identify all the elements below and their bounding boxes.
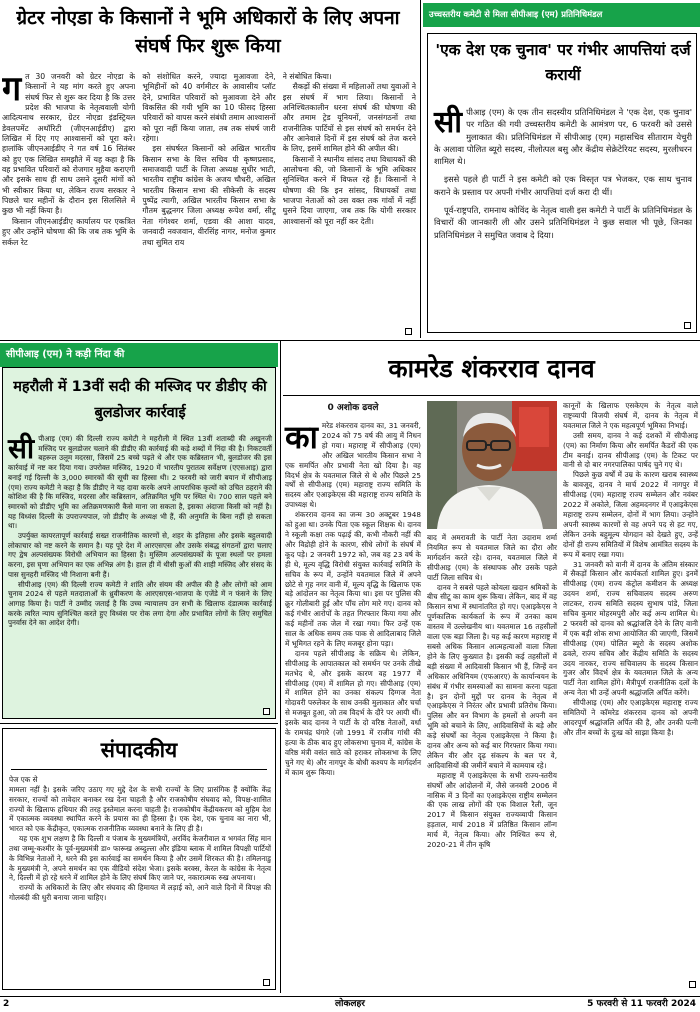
section-divider	[0, 340, 700, 341]
mosque-story-body	[8, 434, 272, 716]
right-story-kicker: उच्चस्तरीय कमेटी से मिला सीपीआइ (एम) प्रतिनिधिमंडल	[429, 9, 603, 19]
issue-date: 5 फरवरी से 11 फरवरी 2024	[587, 999, 696, 1009]
right-story-headline: 'एक देश एक चुनाव' पर गंभीर आपत्तियां दर्ज करायीं	[435, 41, 691, 84]
top-story-body	[2, 72, 416, 334]
tribute-paragraph: दानव पहले सीपीआइ के सक्रिय थे। लेकिन, सीपीआइ के आपातकाल को समर्थन पर उनके तीखे मतभेद थे, और इसके कारण वह 1977 में सीपीआइ (एम) में शामिल हो गए। सीपीआइ (एम) में शामिल होने का उनका संकल्प दिग्गज नेता गोदावरी परुलेकर के साथ उनकी मुलाकात और चर्चा से मजबूत हुआ, जो तब विदर्भ के दौरे पर आयी थीं। इसके बाद दानव ने पार्टी के दो वरिष्ठ नेताओं, वर्धा के रामचंद्र घंगारे (जो 1991 में राजीव गांधी की हत्या के ठीक बाद हुए लोकसभा चुनाव में, कांग्रेस के वरिष्ठ मंत्री वसंत साठे को हराकर लोकसभा के लिए चुने गए थे) और नागपुर के बोधी कश्यप के मार्गदर्शन में काम शुरू किया।	[285, 648, 421, 777]
tribute-paragraph: महाराष्ट्र में एआइकेएस के सभी राज्य-स्तरीय संघर्षों और आंदोलनों में, जैसे जनवरी 2006 में नासिक में 3 दिनों का एआइकेएस राष्ट्रीय सम्मेलन की एक लाख लोगों की एक विशाल रैली, जून 2017 में किसान संयुक्त राज्यव्यापी किसान हड़ताल, मार्च 2018 में प्रतिष्ठित किसान लॉन्ग मार्च में, नेतृत्व किया। और निश्चित रूप से, 2020-21 में तीन कृषि	[427, 770, 557, 850]
portrait-image	[427, 401, 557, 529]
editorial-paragraph: यह एक शुभ लक्षण है कि दिल्ली व पंजाब के मुख्यमंत्रियों, अरविंद केजरीवाल व भगवंत सिंह मान तथा जम्मू-कश्मीर के पूर्व-मुख्यमंत्री डा० फारूख अब्दुल्ला और इंडिया ब्लाक में शामिल विपक्षी पार्टियों के विभिन्न नेताओं ने, धरने की इस कार्रवाई का समर्थन किया है और उसमें शिरकत की है। तमिलनाडु के मुख्यमंत्री ने, अपने समर्थन का एक वीडियो संदेश भेजा। इसके बरक्स, केरल के कांग्रेस के नेतृत्व ने, दिल्ली में हो रहे धरने में शामिल होने के लिए संघर्ष किए जाने पर, नकारात्मक रुख अपनाया।	[9, 834, 271, 883]
mosque-story-headline: महरौली में 13वीं सदी की मस्जिद पर डीडीए की बुलडोजर कार्रवाई	[13, 379, 267, 421]
mosque-story-paragraph: उपर्युक्त कायरतापूर्ण कार्रवाई सख्त राजनीतिक कारणों से, शहर के इतिहास और इसके बहुलवादी लोकाचार को नष्ट करने के समान है। यह पूरे देश में आरएसएस और उसके संबद्ध संगठनों द्वारा चलाए गए द्वेष अल्पसंख्यक विरोधी अभियान का हिस्सा है। मुस्लिम अल्पसंख्यकों के पूजा स्थलों पर हमला करना, इस घृणा अभियान का एक अभिन्न अंग है। हाल ही में थीसी कुओं की शाही मस्जिद और संसद के पास सुनहरी मस्जिद भी निशाना बनी हैं।	[8, 531, 272, 579]
tribute-column-3	[563, 401, 698, 989]
top-story	[0, 0, 418, 340]
editorial-heading: संपादकीय	[100, 738, 178, 762]
editorial-paragraph: मामला नहीं है। इसके जरिए उठाए गए मुद्दे देश के सभी राज्यों के लिए प्रासंगिक हैं क्योंकि केंद्र सरकार, राज्यों को तावेदार बनाकर रख देना चाहती है और राजकोषीय संघवाद को, विपक्ष-शासित राज्यों के खिलाफ हथियार की तरह इस्तेमाल करना चाहती है। राजकोषीय केंद्रीयकरण को मुहिम देश में एकात्मक व्यवस्था स्थापित करने के प्रयास का ही हिस्सा है। एक देश, एक चुनाव का नारा भी, भारत को एक केंद्रीकृत, एकात्मक राजनीतिक व्यवस्था बनाने के लिए ही है।	[9, 784, 271, 834]
section-divider	[0, 723, 278, 724]
editorial-paragraph: पेज एक से	[9, 775, 38, 784]
tribute-paragraph: शंकरराव दानव का जन्म 30 अक्टूबर 1948 को हुआ था। उनके पिता एक स्कूल शिक्षक थे। दानव ने स्कूली कक्षा तक पढ़ाई की, कभी नौकरी नहीं की और विद्रोही होने के कारण, सीधे लोगों के संघर्ष में कूद पड़े। 2 जनवरी 1972 को, जब वह 23 वर्ष के ही थे, मूल्य वृद्धि विरोधी संयुक्त कार्रवाई समिति के सचिव के रूप में, उन्होंने यवतमाल जिले में अपने छोटे से गृह नगर वानी में, मूल्य वृद्धि के खिलाफ एक बड़े आंदोलन का नेतृत्व किया था। इस पर पुलिस की क्रूर गोलीबारी हुई और पाँच लोग मारे गए। दानव को कई गंभीर आरोपों के तहत गिरफ्तार किया गया और कई महीनों तक जेल में रखा गया। फिर उन्हें एक साल के अधिक समय तक पाक से आदिलाबाद जिले में भूमिगत रहने के लिए मजबूर होना पड़ा।	[285, 510, 421, 648]
tribute-paragraph: कानूनों के खिलाफ एसकेएम के नेतृत्व वाले राष्ट्रव्यापी विजयी संघर्ष में, दानव के नेतृत्व में यवतमाल जिले ने एक महत्वपूर्ण भूमिका निभाई।	[563, 401, 698, 430]
end-mark-icon	[405, 328, 412, 335]
end-mark-icon	[689, 981, 696, 988]
tribute-column-2	[427, 533, 557, 989]
tribute-byline: 0 अशोक ढवले	[327, 403, 379, 413]
tribute-paragraph: उसी समय, दानव ने कई दशकों में सीपीआइ (एम) का निर्माण किया और समर्पित कैडरों की एक टीम बनाई। दानव सीपीआइ (एम) के टिकट पर वानी से दो बार नगरपालिका पार्षद चुने गए थे।	[563, 430, 698, 470]
top-story-paragraph: ने संबोधित किया।	[282, 72, 332, 81]
editorial-box	[2, 728, 276, 990]
top-story-paragraph: को संशोधित करने, ज्यादा मुआवजा देने, भूमिहीनों को 40 वर्गमीटर के आवासीय प्लॉट देने, प्रभावित परिवारों को मुआवजा देने और विकसित की गयी भूमि का 10 फीसद हिस्सा परिवारों को वापस करने संबंधी तमाम आश्वासनों को पूरा नहीं किया जाता, तब तक संघर्ष जारी रहेगा।	[142, 72, 276, 144]
end-mark-icon	[684, 322, 691, 329]
paper-name: लोकलहर	[335, 999, 365, 1009]
editorial-paragraph: राज्यों के अधिकारों के लिए और संघवाद की हिमायत में लड़ाई को, आने वाले दिनों में विपक्ष की गोलबंदी की धुरी बनाया जाना चाहिए।	[9, 883, 271, 903]
top-story-column-1	[2, 72, 135, 334]
top-story-column-3	[283, 72, 416, 334]
mosque-story-dropcap: सी	[8, 432, 35, 465]
tribute-photo	[427, 401, 557, 529]
editorial-body	[9, 775, 271, 987]
mosque-story-bar	[0, 343, 278, 367]
top-story-paragraph: त 30 जनवरी को ग्रेटर नोएडा के किसानों ने यह मांग करते हुए अपना संघर्ष फिर से शुरू कर दिया है कि उत्तर प्रदेश की भाजपा के नेतृत्ववाली योगी आदित्यनाथ सरकार, ग्रेटर नोएडा इंडस्ट्रियल डेवलपमेंट अथॉरिटी (जीएनआईडीए) द्वारा लिखित में दिए गए आश्वासनों को पूरा करे। हालांकि जीएनआईडीए ने गत वर्ष 16 सितंबर को हुए एक लिखित समझौते में यह कहा है कि वह प्रभावित परिवारों को रोजगार मुहैया कराएगी और इसके साथ ही साथ उसने दूसरी मांगों को भी स्वीकार किया था, लेकिन राज्य सरकार ने पिछले चार महीनों के दौरान इस सिलसिले में कुछ भी नहीं किया है।	[2, 72, 136, 216]
top-story-dropcap: ग	[2, 72, 22, 109]
right-story-dropcap: सी	[434, 105, 463, 140]
mosque-story-box	[2, 367, 276, 719]
tribute-paragraph: सीपीआइ (एम) और एआइकेएस महाराष्ट्र राज्य समितियों ने कॉमरेड शंकरराव दानव को अपनी आदरपूर्ण श्रद्धांजलि अर्पित की है, और उनकी पत्नी और तीन बच्चों के दुःख को साझा किया है।	[563, 698, 698, 737]
top-story-column-2	[142, 72, 275, 334]
tribute-paragraph: बाद में अमरावती के पार्टी नेता उदाराम शर्मा नियमित रूप से यवतमाल जिले का दौरा और मार्गदर्शन करते रहे। दानव, यवतमाल जिले में सीपीआइ (एम) के संस्थापक और उसके पहले पार्टी जिला सचिव थे।	[427, 533, 557, 582]
right-story-body	[434, 106, 692, 330]
tribute-paragraph: दानव ने सबसे पहले कोयला खदान श्रमिकों के बीच सीटू का काम शुरू किया। लेकिन, बाद में वह किसान सभा में स्थानांतरित हो गए। एआइकेएस ने पूर्णकालिक कार्यकर्ता के रूप में उनका काम वास्तव में उल्लेखनीय था। यवतमाल 16 तहसीलों वाला एक बड़ा जिला है। यह कई कारण महाराष्ट्र में सबसे अधिक किसान आत्महत्याओं वाला जिला होने के लिए कुख्यात है। इसकी कई तहसीलों में बड़ी संख्या में आदिवासी किसान भी हैं, जिन्हें वन अधिकार अधिनियम (एफआरए) के कार्यान्वयन के संबंध में गंभीर समस्याओं का सामना करना पड़ता है। इन दोनों मुद्दों पर दानव के नेतृत्व में एआइकेएस ने निरंतर और प्रभावी प्रतिरोध किया। पुलिस और वन विभाग के हमलों से अपनी वन भूमि को बचाने के लिए, आदिवासियों के बड़े और कड़े संघर्षों का नेतृत्व एआइकेएस ने किया है। दानव और अन्य को कई बार गिरफ्तार किया गया। लेकिन वीर और दृढ़ संकल्प के बल पर वे, आदिवासियों की जमीनें बचाने में कामयाब रहे।	[427, 582, 557, 770]
right-story-paragraph: पीआइ (एम) के एक तीन सदस्यीय प्रतिनिधिमंडल ने 'एक देश, एक चुनाव' पर गठित की गयी उच्चस्तरीय कमेटी के आमंत्रण पर, 6 फरवरी को उससे मुलाकात की। प्रतिनिधिमंडल में सीपीआइ (एम) महासचिव सीताराम येचुरी के अलावा पोलित ब्यूरो सदस्य, नीलोत्पल बसु और केंद्रीय सेक्रेटेरियट सदस्य, मुरलीधरन शामिल थे।	[434, 107, 692, 167]
right-story	[423, 0, 700, 338]
column-divider	[280, 341, 281, 993]
top-story-paragraph: सैकड़ों की संख्या में महिलाओं तथा युवाओं ने इस संघर्ष में भाग लिया। किसानों ने अनिश्चितकालीन धरना संघर्ष की घोषणा की और तमाम ट्रेड यूनियनों, जनसंगठनों तथा राजनीतिक पार्टियों से इस संघर्ष को समर्थन देने और आनेवाले दिनों में इस संघर्ष को तेज करने के लिए, इसमें शामिल होने की अपील की।	[282, 82, 416, 154]
top-story-paragraph: किसानों ने स्थानीय सांसद तथा विधायकों की आलोचना की, जो किसानों के भूमि अधिकार सुनिश्चित करने में विफल रहे हैं। किसानों ने घोषणा की कि इन सांसद, विधायकों तथा भाजपा नेताओं को उस वक्त तक गांवों में नहीं घुसने दिया जाएगा, जब तक कि योगी सरकार आश्वासनों को पूरा नहीं कर देती।	[282, 154, 416, 226]
tribute-paragraph: पिछले कुछ वर्षों में उम्र के कारण खराब स्वास्थ्य के बावजूद, दानव ने मार्च 2022 में नागपुर में सीपीआइ (एम) महाराष्ट्र राज्य सम्मेलन और नवंबर 2022 में अकोले, जिला अहमदनगर में एआइकेएस महाराष्ट्र राज्य सम्मेलन, दोनों में भाग लिया। उन्होंने अपनी स्वास्थ्य कारणों से वह अपने पद से हट गए, लेकिन उनके बहुमूल्य योगदान को देखते हुए, उन्हें दोनों ही राज्य समितियों में विशेष आमंत्रित सदस्य के रूप में बनाए रखा गया।	[563, 470, 698, 559]
mosque-story-paragraph: सीपीआइ (एम) की दिल्ली राज्य कमेटी ने शांति और संयम की अपील की है और लोगों को आम चुनाव 2024 से पहले मतदाताओं के ध्रुवीकरण के आरएसएस-भाजपा के एजेंडे में न फंसने के लिए आगाह किया है। पार्टी ने उम्मीद जताई है कि उच्च न्यायालय उन सभी के खिलाफ दंडात्मक कार्रवाई करके त्वरित न्याय सुनिश्चित करते हुए विध्वंस पर रोक लगा देगा और प्रभावित लोगों के लिए समुचित पुनर्वास देने का आदेश देगी।	[8, 579, 272, 628]
end-mark-icon	[263, 979, 270, 986]
tribute-headline: कामरेड शंकरराव दानव	[388, 354, 595, 383]
right-story-paragraph: इससे पहले ही पार्टी ने इस कमेटी को एक विस्तृत पत्र भेजकर, एक साथ चुनाव कराने के प्रस्ताव पर अपनी गंभीर आपत्तियां दर्ज करा दी थीं।	[434, 174, 692, 197]
tribute-paragraph: मरेड शंकरराव दानव का, 31 जनवरी, 2024 को 75 वर्ष की आयु में निधन हो गया। महाराष्ट्र में सीपीआइ (एम) और अखिल भारतीय किसान सभा ने एक समर्पित और प्रभावी नेता खो दिया है। वह विदर्भ क्षेत्र के यवतमाल जिले से थे और पिछले 25 वर्षों से सीपीआइ (एम) महाराष्ट्र राज्य समिति के सदस्य और एआइकेएस की महाराष्ट्र राज्य समिति के उपाध्यक्ष थे।	[285, 421, 421, 510]
tribute-paragraph: 31 जनवरी को वानी में दानव के अंतिम संस्कार में सैकड़ों किसान और कार्यकर्ता शामिल हुए। इनमें सीपीआइ (एम) राज्य कंट्रोल कमीशन के अध्यक्ष उदयन शर्मा, राज्य सचिवालय सदस्य अरुण लाटकर, राज्य समिति सदस्य सुभाष पांडे, जिला सचिव कुमार मोहरमपुरी और कई अन्य शामिल थे। 2 फरवरी को दानव को श्रद्धांजलि देने के लिए वानी में एक बड़ी शोक सभा आयोजित की जाएगी, जिसमें सीपीआइ (एम) पोलित ब्यूरो के सदस्य अशोक ढवले, राज्य सचिव और केंद्रीय समिति के सदस्य उदय नारकर, राज्य सचिवालय के सदस्य किसान गुजर और विदर्भ क्षेत्र के यवतमाल जिले के अन्य पार्टी नेता शामिल होंगे। मैत्रीपूर्ण राजनीतिक दलों के अन्य नेता भी उन्हें अपनी श्रद्धांजलि अर्पित करेंगे।	[563, 559, 698, 698]
tribute-headline-rule	[283, 395, 700, 396]
tribute-dropcap: का	[285, 418, 318, 456]
top-story-headline: ग्रेटर नोएडा के किसानों ने भूमि अधिकारों के लिए अपना संघर्ष फिर शुरू किया	[16, 7, 400, 57]
editorial	[0, 726, 278, 992]
mosque-story-paragraph: पीआइ (एम) की दिल्ली राज्य कमेटी ने महरौली में स्थित 13वीं शताब्दी की अखुनजी मस्जिद पर बुलडोजर चलाने की डीडीए की कार्रवाई की कड़े शब्दों में निंदा की है। निकटवर्ती बहरूल उलूम मदरसा, जिसमें 25 बच्चे पढ़ते थे और एक कब्रिस्तान भी, बुलडोजर की इस कार्रवाई में नष्ट कर दिया गया। उपरोक्त मस्जिद, 1920 में भारतीय पुरातत्व सर्वेक्षण (एएसआइ) द्वारा बनाई गई दिल्ली के 3,000 स्मारकों की सूची का हिस्सा थी। 2 फरवरी को जारी बयान में सीपीआइ (एम) राज्य कमेटी ने कहा है कि डीडीए ने यह दावा करके अपने आपराधिक कृत्यों को उचित ठहराने की कोशिश की है कि मस्जिद, मदरसा और कब्रिस्तान, अतिक्रमित भूमि पर स्थित थे। 700 साल पहले बने स्मारकों को डीडीए भूमि का अतिक्रमणकारी कैसे माना जा सकता है, इसका अंदाजा किसी को नहीं है। यह विध्वंस दिल्ली के उपराज्यपाल, जो डीडीए के अध्यक्ष भी हैं, की अनुमति के बिना नहीं हो सकता था।	[8, 434, 272, 531]
right-story-bar	[423, 3, 700, 27]
mosque-story	[0, 343, 278, 721]
column-divider	[420, 0, 421, 338]
tribute-column-1	[285, 401, 421, 989]
top-story-paragraph: किसान जीएनआईडीए कार्यालय पर एकत्रित हुए और उन्होंने घोषणा की कि जब तक भूमि के सर्कल रेट	[2, 216, 136, 247]
page-number: 2	[3, 999, 10, 1009]
end-mark-icon	[263, 708, 270, 715]
footer-rule	[0, 996, 700, 997]
editorial-heading-rule	[11, 769, 267, 770]
footer	[0, 998, 700, 1012]
right-story-paragraph: पूर्व-राष्ट्रपति, रामनाथ कोविंद के नेतृत्व वाली इस कमेटी ने पार्टी के प्रतिनिधिमंडल के विचारों की जानकारी ली और उसने प्रतिनिधिमंडल ने कुछ सवाल भी पूछे, जिनका प्रतिनिधिमंडल ने समुचित जवाब दे दिया।	[434, 205, 692, 240]
top-story-paragraph: इस संघर्षरत किसानों को अखिल भारतीय किसान सभा के वित्त सचिव पी कृष्णप्रसाद, समाजवादी पार्टी के जिला अध्यक्ष सुधीर भाटी, भारतीय राष्ट्रीय कांग्रेस के अजय चौधरी, अखिल भारतीय किसान सभा की सीकेसी के सदस्य पुष्पेंद्र त्यागी, अखिल भारतीय किसान सभा के गौतम बुद्धनगर जिला अध्यक्ष रूपेश वर्मा, सीटू नेता गंगेश्वर शर्मा, एडवा की आशा यादव, जनवादी नवजवान, वीरसिंह नागर, मनोज कुमार तथा सुमित राय	[142, 144, 276, 247]
tribute-story	[283, 343, 700, 993]
mosque-story-kicker: सीपीआइ (एम) ने कड़ी निंदा की	[6, 349, 125, 360]
right-story-box	[427, 33, 697, 333]
